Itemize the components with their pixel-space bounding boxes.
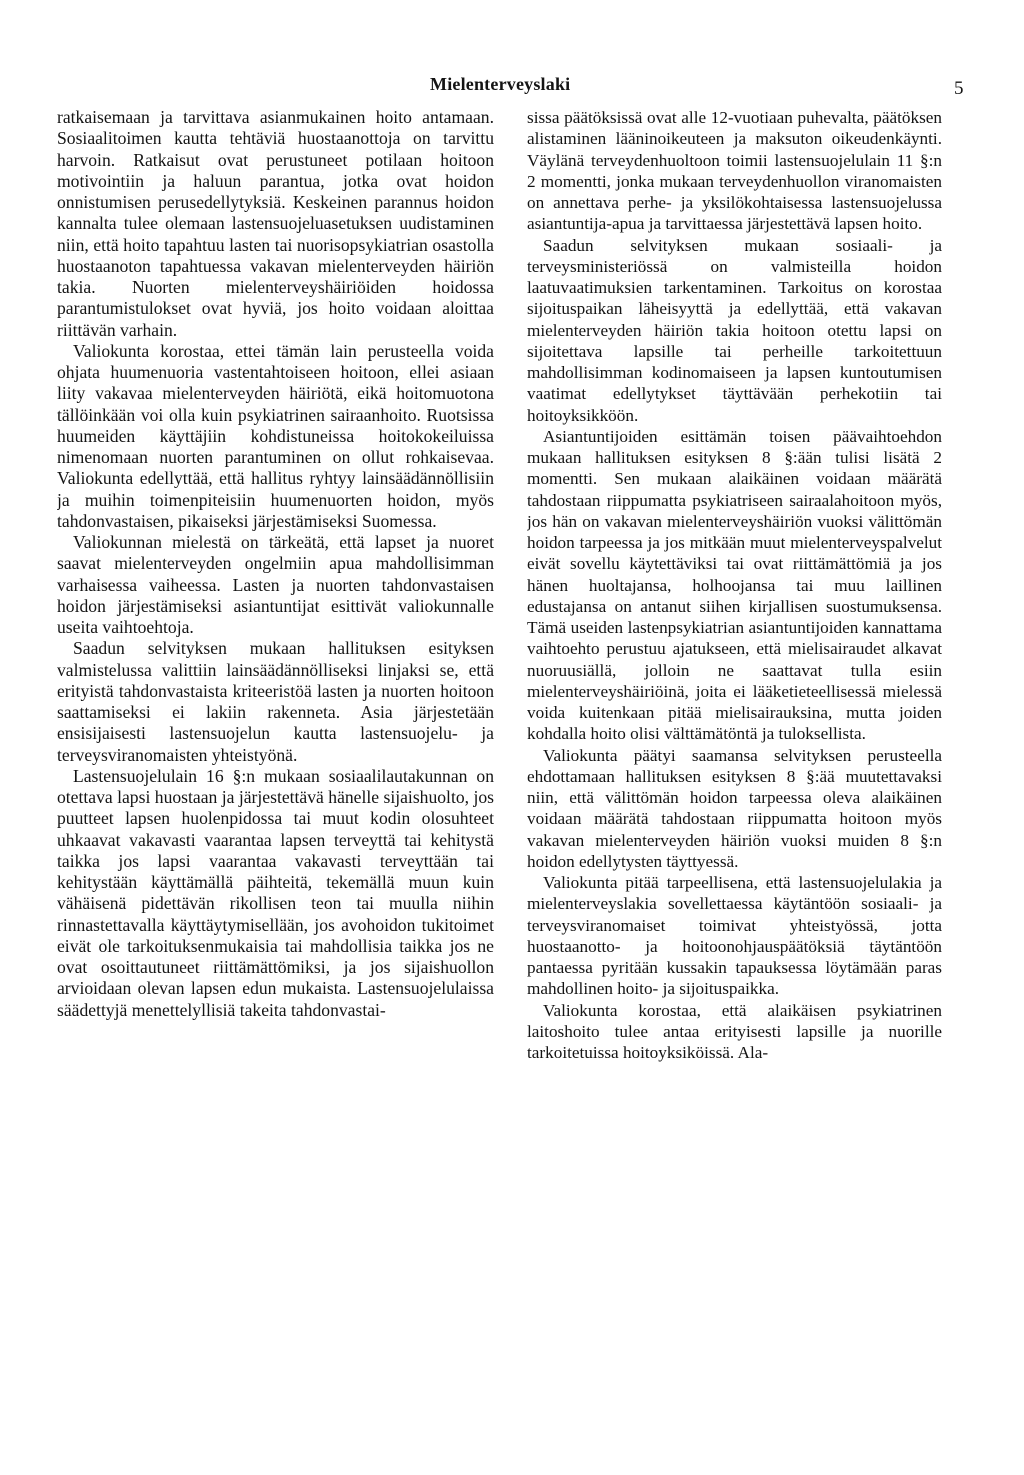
- paragraph: sissa päätöksissä ovat alle 12-vuotiaan puhevalta, päätöksen alistaminen lääninoikeuteen ja maksuton oikeudenkäynti. Väylänä terveydenhuoltoon toimii lastensuojelulain 11 §:n 2 momentti, jonka mukaan terveydenhuollon viranomaisten on annettava perhe- ja yksilökohtaisessa lastensuojelussa asiantuntija-apua ja tarvittaessa järjestettävä lapsen hoito.: [527, 108, 942, 234]
- paragraph: Saadun selvityksen mukaan sosiaali- ja terveysministeriössä on valmisteilla hoidon laatuvaatimuksien tarkentaminen. Tarkoitus on korostaa sijoituspaikan läheisyyttä ja edellyttää, että vakavan mielenterveyden häiriön takia hoitoon otettu lapsi on sijoitettava lapsille tai perheille tarkoitettuun mahdollisimman kodinomaiseen ja lapsen kuntoutumisen vaatimat edellytykset täyttävään perhekotiin tai hoitoyksikköön.: [527, 235, 942, 425]
- page-number: 5: [954, 78, 964, 99]
- running-head: [0, 74, 1024, 104]
- paragraph: Valiokunta korostaa, ettei tämän lain perusteella voida ohjata huumenuoria vastentahtoiseen hoitoon, ellei asiaan liity vakavaa mielenterveyden häiriötä, eikä hoitomuotona tällöinkään voi olla kuin psykiatrinen sairaanhoito. Ruotsissa huumeiden käyttäjiin kohdistuneissa hoitokokeiluissa nimenomaan nuorten parantuminen on ollut rohkaisevaa. Valiokunta edellyttää, että hallitus ryhtyy lainsäädännöllisiin ja muihin toimenpiteisiin huumenuorten hoidon, myös tahdonvastaisen, pikaiseksi järjestämiseksi Suomessa.: [57, 340, 494, 531]
- paragraph: Valiokunnan mielestä on tärkeätä, että lapset ja nuoret saavat mielenterveyden ongelmiin apua mahdollisimman varhaisessa vaiheessa. Lasten ja nuorten tahdonvastaisen hoidon järjestämiseksi asiantuntijat esittivät valiokunnalle useita vaihtoehtoja.: [57, 532, 494, 637]
- right-column: [527, 107, 942, 1457]
- paragraph: Saadun selvityksen mukaan hallituksen esityksen valmistelussa valittiin lainsäädännölliseksi linjaksi se, että erityistä tahdonvastaista kriteeristöä lasten ja nuorten hoitoon saattamiseksi ei lakiin rakenneta. Asia järjestetään ensisijaisesti lastensuojelun kautta lastensuojelu- ja terveysviranomaisten yhteistyönä.: [57, 638, 494, 765]
- left-column: [57, 107, 494, 1457]
- paragraph: Valiokunta korostaa, että alaikäisen psykiatrinen laitoshoito tulee antaa erityisesti lapsille ja nuorille tarkoitetuissa hoitoyksiköissä. Ala-: [527, 1000, 942, 1062]
- paragraph: Lastensuojelulain 16 §:n mukaan sosiaalilautakunnan on otettava lapsi huostaan ja järjestettävä hänelle sijaishuolto, jos puutteet lapsen huolenpidossa tai muut kodin olosuhteet uhkaavat vakavasti vaarantaa lapsen terveyttä tai kehitystä taikka jos lapsi vaarantaa vakavasti terveyttään tai kehitystään käyttämällä päihteitä, tekemällä muun kuin vähäisenä pidettävän rikollisen teon tai muulla niihin rinnastettavalla käyttäytymisellään, jos avohoidon tukitoimet eivät ole tarkoituksenmukaisia tai mahdollisia taikka jos ne ovat osoittautuneet riittämättömiksi, ja jos sijaishuollon arvioidaan olevan lapsen edun mukaista. Lastensuojelulaissa säädettyjä menettelyllisiä takeita tahdonvastai-: [57, 765, 494, 1020]
- paragraph: ratkaisemaan ja tarvittava asianmukainen hoito antamaan. Sosiaalitoimen kautta tehtäviä huostaanottoja on tarvittu harvoin. Ratkaisut ovat perustuneet potilaan hoitoon motivointiin ja haluun parantua, jotka ovat hoidon onnistumisen perusedellytyksiä. Keskeinen parannus hoidon kannalta tulee olemaan lastensuojeluasetuksen uudistaminen niin, että hoito tapahtuu lasten tai nuorisopsykiatrian osastolla huostaanoton tapahtuessa vakavan mielenterveyden häiriön takia. Nuorten mielenterveyshäiriöiden hoidossa parantumistulokset ovat hyviä, jos hoito voidaan aloittaa riittävän varhain.: [57, 107, 494, 340]
- paragraph: Asiantuntijoiden esittämän toisen päävaihtoehdon mukaan hallituksen esityksen 8 §:ään tulisi lisätä 2 momentti. Sen mukaan alaikäinen voidaan määrätä tahdostaan riippumatta psykiatriseen sairaalahoitoon myös, jos hän on vakavan mielenterveyshäiriön vuoksi välittömän hoidon tarpeessa ja jos mitkään muut mielenterveyspalvelut eivät sovellu käytettäviksi tai ovat riittämättömiä ja jos hänen huoltajansa, holhoojansa tai muu laillinen edustajansa on antanut siihen kirjallisen suostumuksensa. Tämä useiden lastenpsykiatrian asiantuntijoiden kannattama vaihtoehto perustuu ajatukseen, että mielisairaudet alkavat nuoruusiällä, jolloin ne saattavat tulla esiin mielenterveyshäiriöinä, joita ei lääketieteellisessä mielessä voida kuitenkaan pitää mielisairauksina, mutta joiden kohdalla hoito olisi välttämätöntä ja tuloksellista.: [527, 426, 942, 744]
- paragraph: Valiokunta pitää tarpeellisena, että lastensuojelulakia ja mielenterveyslakia sovellettaessa käytäntöön sosiaali- ja terveysviranomaiset toimivat yhteistyössä, jotta huostaanotto- ja hoitoonohjauspäätöksiä täytäntöön pantaessa pyritään kussakin tapauksessa löytämään paras mahdollinen hoito- ja sijoituspaikka.: [527, 873, 942, 999]
- running-title: Mielenterveyslaki: [430, 74, 571, 94]
- paragraph: Valiokunta päätyi saamansa selvityksen perusteella ehdottamaan hallituksen esityksen 8 §:ää muutettavaksi niin, että välittömän hoidon tarpeessa oleva alaikäinen voidaan määrätä tahdostaan riippumatta hoitoon myös vakavan mielenterveyden häiriön vuoksi muiden 8 §:n hoidon edellytysten täyttyessä.: [527, 745, 942, 871]
